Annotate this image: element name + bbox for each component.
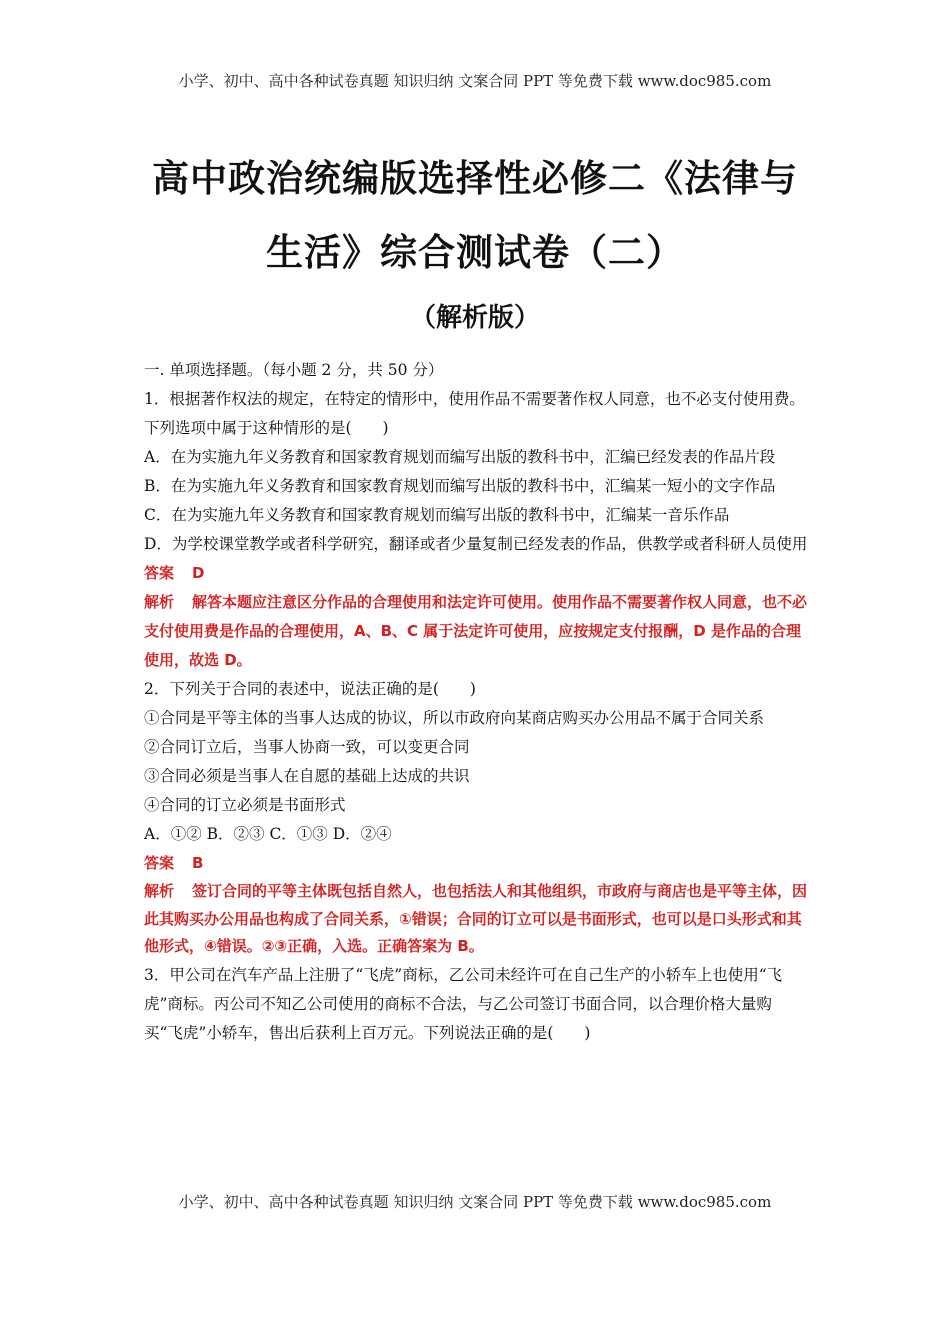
subtitle: （解析版） bbox=[409, 303, 540, 333]
page-header: 小学、初中、高中各种试卷真题 知识归纳 文案合同 PPT 等免费下载 www.doc985.com bbox=[178, 72, 772, 90]
analysis-text: 解答本题应注意区分作品的合理使用和法定许可使用。使用作品不需要著作权人同意，也不必支付使用费是作品的合理使用，A、B、C 属于法定许可使用，应按规定支付报酬，D 是作品的合理使用，故选 D。 bbox=[144, 593, 808, 669]
question-2-answer bbox=[144, 849, 808, 878]
page-footer: 小学、初中、高中各种试卷真题 知识归纳 文案合同 PPT 等免费下载 www.doc985.com bbox=[178, 1193, 772, 1211]
question-2-analysis bbox=[144, 878, 808, 961]
question-1-option-a: A．在为实施九年义务教育和国家教育规划而编写出版的教科书中，汇编已经发表的作品片段 bbox=[144, 448, 776, 466]
section-heading: 一. 单项选择题。（每小题 2 分，共 50 分） bbox=[144, 361, 444, 379]
question-1-answer bbox=[144, 559, 808, 588]
question-1-stem: 1．根据著作权法的规定，在特定的情形中，使用作品不需要著作权人同意，也不必支付使用费。下列选项中属于这种情形的是( ) bbox=[144, 390, 805, 437]
analysis-text: 签订合同的平等主体既包括自然人，也包括法人和其他组织，市政府与商店也是平等主体，因此其购买办公用品也构成了合同关系，①错误；合同的订立可以是书面形式，也可以是口头形式和其他形式，④错误。②③正确，入选。正确答案为 B。 bbox=[144, 882, 808, 955]
title-line-1: 高中政治统编版选择性必修二《法律与 bbox=[152, 157, 798, 200]
question-1-option-c: C．在为实施九年义务教育和国家教育规划而编写出版的教科书中，汇编某一音乐作品 bbox=[144, 506, 730, 524]
answer-label: 答案 bbox=[144, 564, 175, 582]
question-2-item-1: ①合同是平等主体的当事人达成的协议，所以市政府向某商店购买办公用品不属于合同关系 bbox=[144, 709, 765, 727]
question-1-option-d: D．为学校课堂教学或者科学研究，翻译或者少量复制已经发表的作品，供教学或者科研人员使用 bbox=[144, 535, 808, 553]
question-2-stem: 2．下列关于合同的表述中，说法正确的是( ) bbox=[144, 680, 476, 698]
analysis-label: 解析 bbox=[144, 882, 175, 900]
answer-value: B bbox=[192, 854, 204, 872]
title-line-2: 生活》综合测试卷（二） bbox=[266, 231, 684, 274]
answer-value: D bbox=[192, 564, 205, 582]
question-2-item-4: ④合同的订立必须是书面形式 bbox=[144, 796, 346, 814]
document-body bbox=[144, 356, 808, 1048]
analysis-label: 解析 bbox=[144, 593, 175, 611]
question-2-item-3: ③合同必须是当事人在自愿的基础上达成的共识 bbox=[144, 767, 470, 785]
question-2-choices: A．①② B．②③ C．①③ D．②④ bbox=[144, 825, 392, 843]
question-1-option-b: B．在为实施九年义务教育和国家教育规划而编写出版的教科书中，汇编某一短小的文字作品 bbox=[144, 477, 776, 495]
question-1-analysis bbox=[144, 588, 808, 675]
answer-label: 答案 bbox=[144, 854, 175, 872]
question-3-stem: 3．甲公司在汽车产品上注册了“飞虎”商标，乙公司未经许可在自己生产的小轿车上也使用“飞虎”商标。丙公司不知乙公司使用的商标不合法，与乙公司签订书面合同，以合理价格大量购买“飞虎”小轿车，售出后获利上百万元。下列说法正确的是( ) bbox=[144, 965, 783, 1042]
question-2-item-2: ②合同订立后，当事人协商一致，可以变更合同 bbox=[144, 738, 470, 756]
